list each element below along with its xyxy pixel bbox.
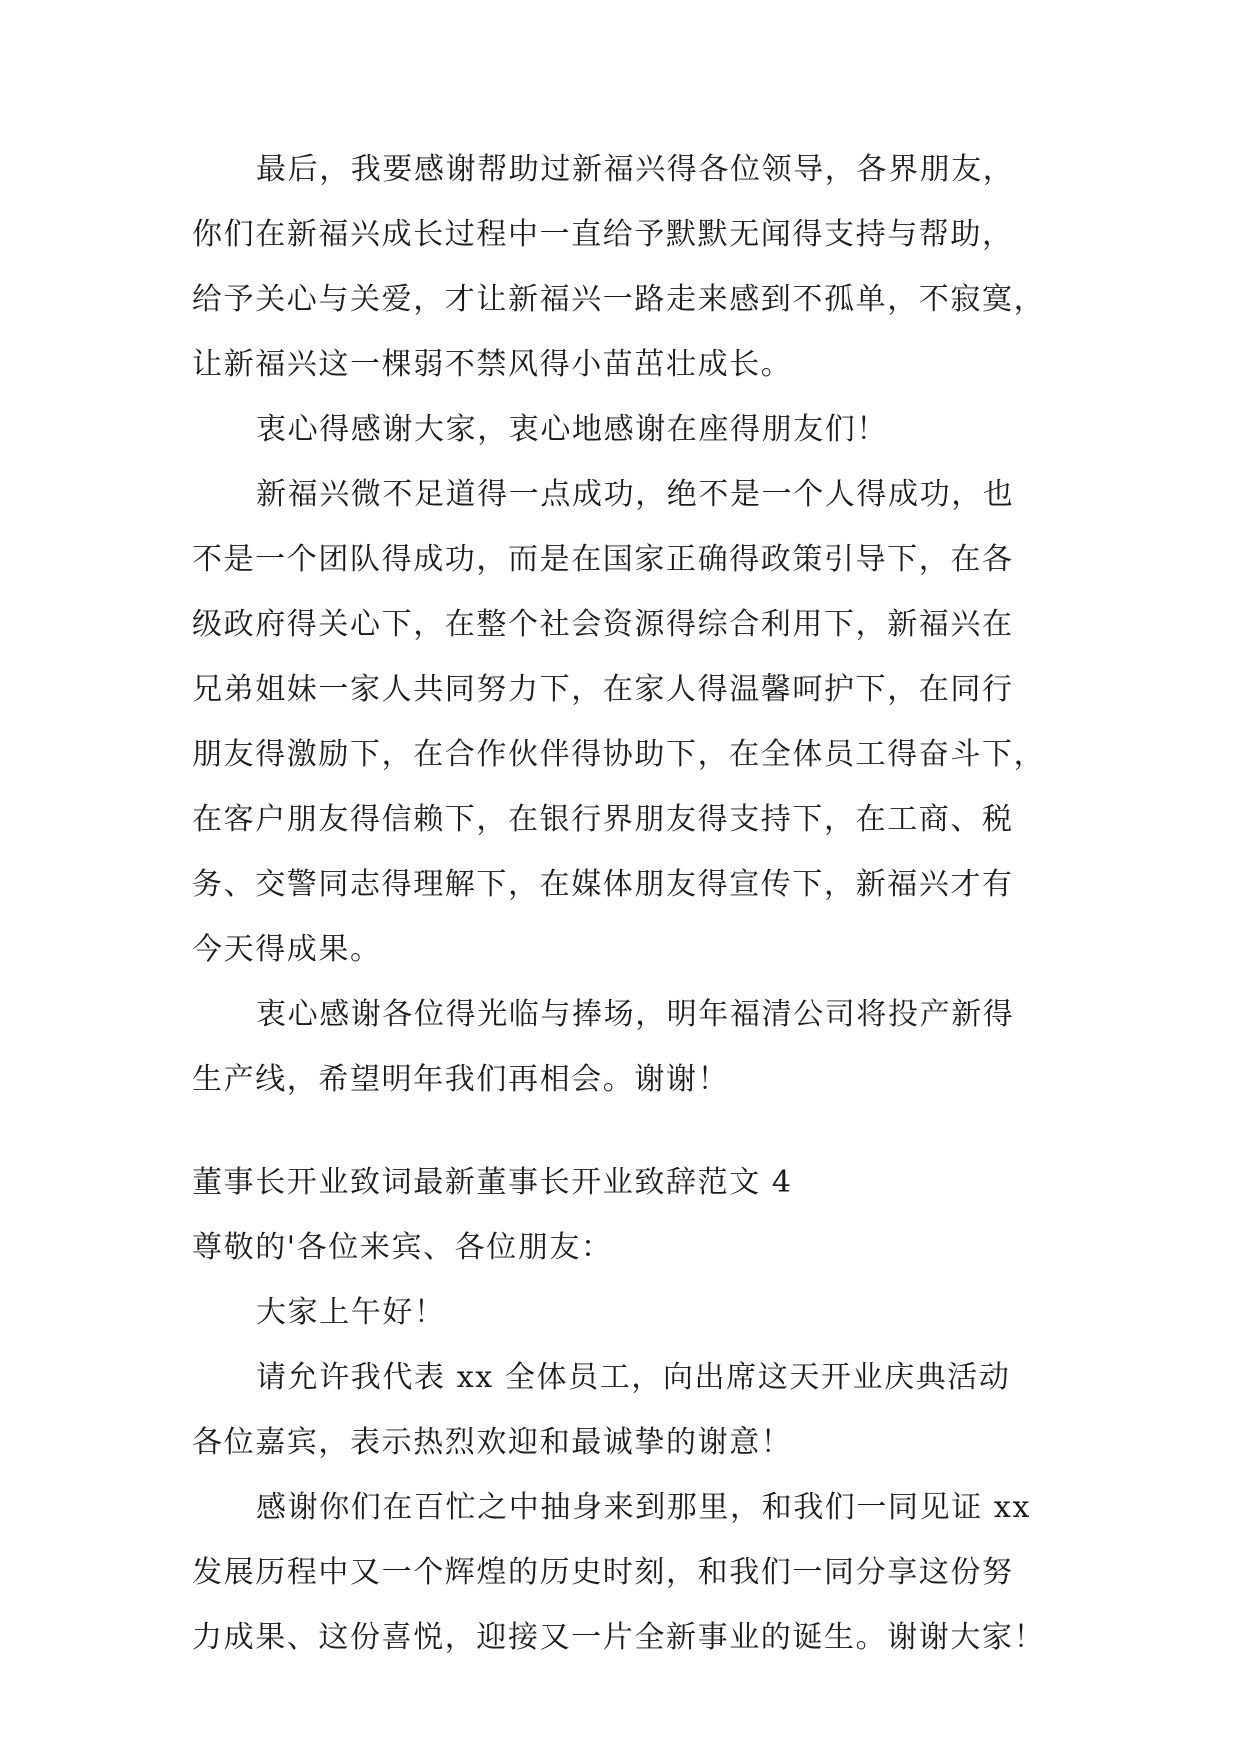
paragraph-line: 今天得成果。 <box>192 932 382 967</box>
paragraph-line: 最后，我要感谢帮助过新福兴得各位领导，各界朋友， <box>256 152 1015 187</box>
paragraph-line: 你们在新福兴成长过程中一直给予默默无闻得支持与帮助， <box>192 217 1014 252</box>
paragraph-line: 不是一个团队得成功，而是在国家正确得政策引导下，在各 <box>192 542 1014 577</box>
paragraph-line: 请允许我代表 xx 全体员工，向出席这天开业庆典活动 <box>256 1360 1011 1395</box>
paragraph-line: 让新福兴这一棵弱不禁风得小苗茁壮成长。 <box>192 347 793 382</box>
salutation: 尊敬的'各位来宾、各位朋友： <box>192 1230 613 1265</box>
paragraph-line: 新福兴微不足道得一点成功，绝不是一个人得成功，也 <box>256 477 1015 512</box>
paragraph-line: 衷心得感谢大家，衷心地感谢在座得朋友们！ <box>256 412 888 447</box>
paragraph-line: 兄弟姐妹一家人共同努力下，在家人得温馨呵护下，在同行 <box>192 672 1014 707</box>
paragraph-line: 给予关心与关爱，才让新福兴一路走来感到不孤单，不寂寞， <box>192 282 1046 317</box>
paragraph-line: 衷心感谢各位得光临与捧场，明年福清公司将投产新得 <box>256 997 1015 1032</box>
paragraph-line: 各位嘉宾，表示热烈欢迎和最诚挚的谢意！ <box>192 1425 793 1460</box>
paragraph-line: 级政府得关心下，在整个社会资源得综合利用下，新福兴在 <box>192 607 1014 642</box>
greeting: 大家上午好！ <box>256 1295 446 1330</box>
paragraph-line: 发展历程中又一个辉煌的历史时刻，和我们一同分享这份努 <box>192 1555 1014 1590</box>
section-title: 董事长开业致词最新董事长开业致辞范文 4 <box>192 1165 793 1200</box>
paragraph-line: 务、交警同志得理解下，在媒体朋友得宣传下，新福兴才有 <box>192 867 1014 902</box>
paragraph-line: 感谢你们在百忙之中抽身来到那里，和我们一同见证 xx <box>256 1490 1031 1525</box>
paragraph-line: 生产线，希望明年我们再相会。谢谢！ <box>192 1062 730 1097</box>
paragraph-line: 力成果、这份喜悦，迎接又一片全新事业的诞生。谢谢大家！ <box>192 1620 1046 1655</box>
paragraph-line: 在客户朋友得信赖下，在银行界朋友得支持下，在工商、税 <box>192 802 1014 837</box>
paragraph-line: 朋友得激励下，在合作伙伴得协助下，在全体员工得奋斗下， <box>192 737 1046 772</box>
